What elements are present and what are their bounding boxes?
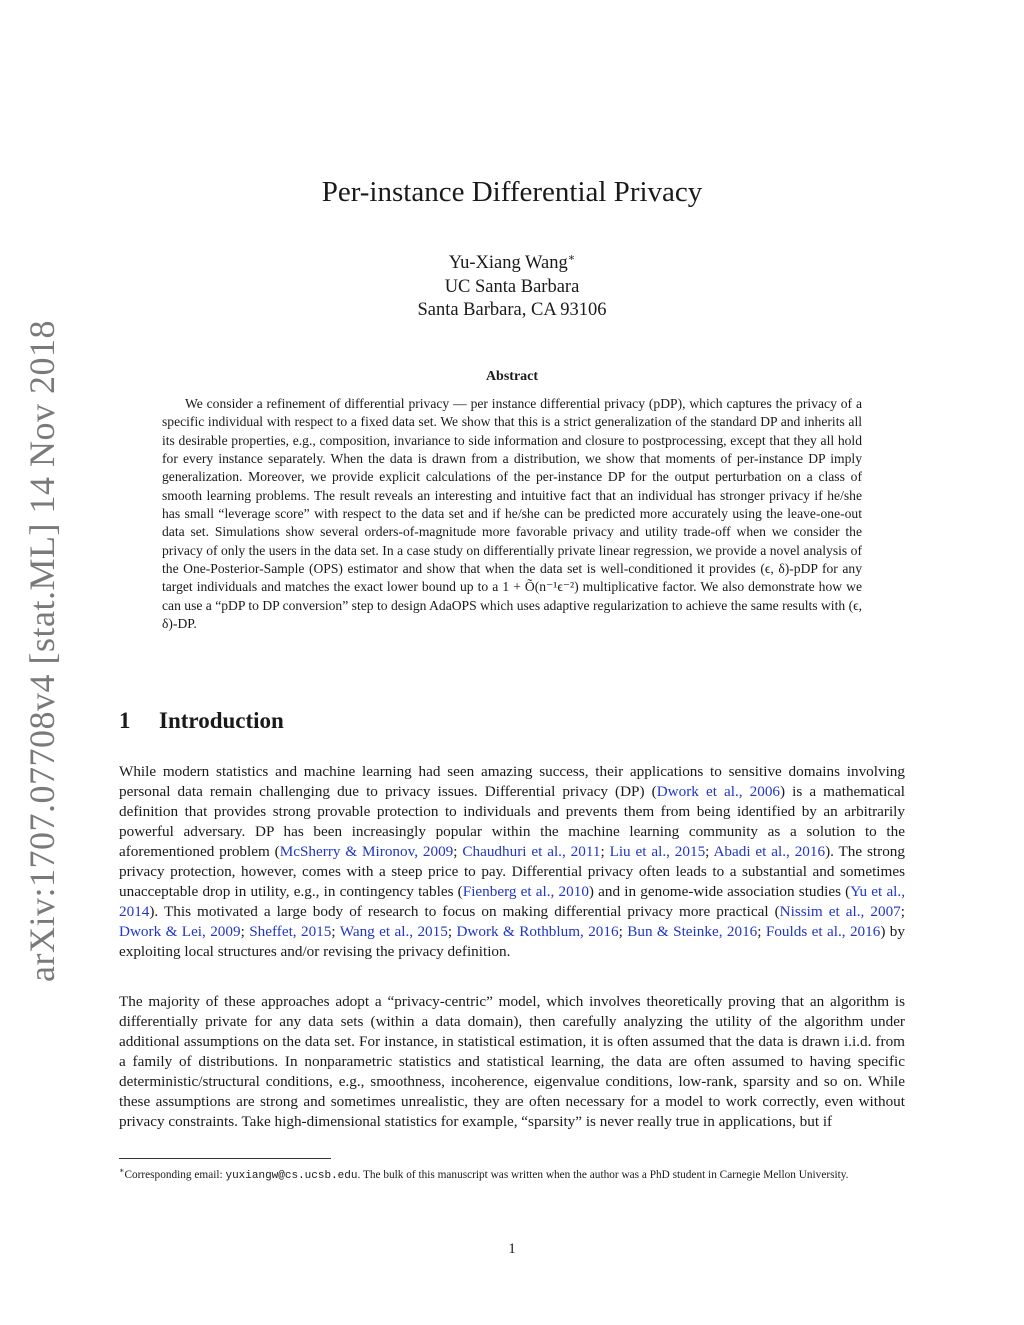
footnote-text: . The bulk of this manuscript was written when the author was a PhD student in Carnegie Mellon University. [357,1168,849,1181]
body-text: ; [618,923,628,940]
author-name-line [0,247,1024,276]
abstract-text-part: -pDP for any target individuals and matches the exact lower bound up to a [162,561,862,595]
body-text: ; [453,843,463,860]
body-text: ; [331,923,340,940]
page-number: 1 [508,1241,516,1257]
footnote [119,1163,905,1184]
citation-link[interactable]: Bun & Steinke, 2016 [627,923,758,940]
citation-link[interactable]: Wang et al., 2015 [339,923,448,940]
body-text: ). The strong privacy protection, however, comes with a steep price to pay. Differential privacy often leads to a substantial and sometimes unacceptable drop in utility, e.g., in contingency tables ( [119,843,905,900]
body-text: ). This motivated a large body of research to focus on making differential privacy more practical ( [149,903,780,920]
footnote-email-link[interactable]: yuxiangw@cs.ucsb.edu [225,1169,358,1182]
section-heading-introduction [119,708,284,734]
abstract-text-part: We consider a refinement of differential privacy — per instance differential privacy (pDP), which captures the privacy of a specific individual with respect to a fixed data set. We show that this is a strict generalization of the standard DP and inherits all its desirable properties, e.g., composition, invariance to side information and closure to postprocessing, except that they all hold for every instance separately. When the data is drawn from a distribution, we show that moments of per-instance DP imply generalization. Moreover, we provide explicit calculations of the per-instance DP for the output perturbation on a class of smooth learning problems. The result reveals an interesting and intuitive fact that an individual has stronger privacy if he/she has small “leverage score” with respect to the data set and if he/she can be predicted more accurately using the leave-one-out data set. Simulations show several orders-of-magnitude more favorable privacy and utility trade-off when we consider the privacy of only the users in the data set. In a case study on differentially private linear regression, we provide a novel analysis of the One-Posterior-Sample (OPS) estimator and show that when the data set is well-conditioned it provides [162,396,862,577]
abstract-heading: Abstract [485,369,539,384]
body-text: ; [447,923,457,940]
abstract-text [162,395,862,633]
paper-title: Per-instance Differential Privacy [321,176,703,208]
citation-link[interactable]: Sheffet, 2015 [249,923,332,940]
body-text: ; [705,843,714,860]
abstract-math: (ϵ, δ) [760,561,790,577]
body-text: ; [600,843,610,860]
author-name: Yu-Xiang Wang [448,253,568,274]
author-block [0,247,1024,323]
author-address: Santa Barbara, CA 93106 [417,300,607,321]
citation-link[interactable]: Dwork et al., 2006 [656,783,781,800]
footnote-divider [119,1158,331,1159]
citation-link[interactable]: Dwork & Lei, 2009 [119,923,241,940]
section-title: Introduction [159,708,284,733]
footnote-text: Corresponding email: [124,1168,226,1181]
abstract-math: (ϵ, δ) [162,597,862,632]
citation-link[interactable]: Foulds et al., 2016 [765,923,881,940]
body-text: ) and in genome-wide association studies ( [588,883,851,900]
citation-link[interactable]: Fienberg et al., 2010 [462,883,589,900]
intro-paragraph-2: The majority of these approaches adopt a “privacy-centric” model, which involves theoretically proving that an algorithm is differentially private for any data sets (within a data domain), then carefully analyzing the utility of the algorithm under additional assumptions on the data set. For instance, in statistical estimation, it is often assumed that the data is drawn i.i.d. from a family of distributions. In nonparametric statistics and statistical learning, the data are often assumed to having specific deterministic/structural conditions, e.g., smoothness, incoherence, eigenvalue conditions, low-rank, sparsity and so on. While these assumptions are strong and sometimes unrealistic, they are often necessary for a model to work correctly, even without privacy constraints. Take high-dimensional statistics for example, “sparsity” is never really true in applications, but if [119,993,905,1130]
citation-link[interactable]: Dwork & Rothblum, 2016 [456,923,619,940]
body-text: While modern statistics and machine learning had seen amazing success, their applications to sensitive domains involving personal data remain challenging due to privacy issues. Differential privacy (DP) ( [119,763,905,800]
citation-link[interactable]: Nissim et al., 2007 [779,903,901,920]
abstract-text-part: multiplicative factor. We also demonstrate how we can use a “pDP to DP conversion” step to design AdaOPS which uses adaptive regularization to achieve the same results with [162,579,862,613]
intro-paragraph-1 [119,762,905,962]
section-number: 1 [119,708,131,733]
body-text: ; [900,903,905,920]
author-affiliation: UC Santa Barbara [444,276,580,297]
author-footnote-marker[interactable]: ∗ [567,252,576,264]
abstract-math: 1 + Õ(n⁻¹ϵ⁻²) [502,579,579,595]
body-text: ) is a mathematical definition that provides strong provable protection to individuals and prevents them from being identified by an arbitrarily powerful adversary. DP has been increasingly popular within the machine learning community as a solution to the aforementioned problem ( [119,783,905,860]
footnote-marker: ∗ [119,1166,125,1175]
abstract-text-part: -DP. [172,616,197,632]
arxiv-identifier-stamp: arXiv:1707.07708v4 [stat.ML] 14 Nov 2018 [22,320,62,982]
body-text: ) by exploiting local structures and/or revising the privacy definition. [119,923,905,960]
body-text: ; [757,923,766,940]
citation-link[interactable]: Liu et al., 2015 [609,843,706,860]
citation-link[interactable]: Chaudhuri et al., 2011 [462,843,601,860]
body-text: ; [240,923,250,940]
citation-link[interactable]: Abadi et al., 2016 [713,843,826,860]
citation-link[interactable]: Yu et al., 2014 [119,883,905,920]
citation-link[interactable]: McSherry & Mironov, 2009 [279,843,454,860]
